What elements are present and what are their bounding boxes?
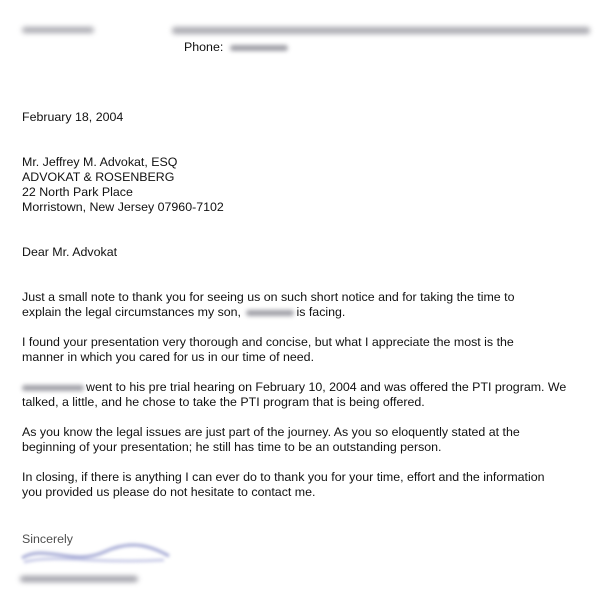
redacted-son-name (246, 310, 294, 316)
paragraph-3-line-2: talked, a little, and he chose to take the PTI program that is being offered. (22, 395, 425, 409)
redacted-signature (14, 540, 174, 570)
phone-label: Phone: (184, 40, 224, 54)
paragraph-1-line-1: Just a small note to thank you for seeing us on such short notice and for taking the time to (22, 290, 515, 304)
paragraph-5-line-2: you provided us please do not hesitate to contact me. (22, 485, 316, 499)
paragraph-1-line-2 (22, 305, 345, 320)
paragraph-4-line-1: As you know the legal issues are just part of the journey. As you so eloquently stated at the (22, 425, 520, 439)
redacted-sender-name (22, 27, 94, 33)
paragraph-2-line-2: manner in which you cared for us in our time of need. (22, 350, 315, 364)
paragraph-1-line-2-end: is facing. (296, 305, 346, 319)
paragraph-3-line-1 (22, 380, 566, 395)
redacted-son-name-2 (22, 385, 84, 391)
paragraph-4-line-2: beginning of your presentation; he still has time to be an outstanding person. (22, 440, 442, 454)
salutation: Dear Mr. Advokat (22, 245, 118, 259)
paragraph-5-line-1: In closing, if there is anything I can ever do to thank you for your time, effort and the information (22, 470, 545, 484)
letterhead-phone (184, 40, 288, 55)
redacted-phone-number (230, 45, 288, 51)
recipient-name: Mr. Jeffrey M. Advokat, ESQ (22, 155, 178, 169)
recipient-city: Morristown, New Jersey 07960-7102 (22, 200, 224, 214)
redacted-signer-name (20, 576, 138, 582)
paragraph-1-line-2-start: explain the legal circumstances my son, (22, 305, 242, 319)
redacted-sender-address (172, 27, 590, 34)
paragraph-3-line-1-text: went to his pre trial hearing on February 10, 2004 and was offered the PTI program. We (86, 380, 567, 394)
recipient-street: 22 North Park Place (22, 185, 133, 199)
letter-date: February 18, 2004 (22, 110, 124, 124)
paragraph-2-line-1: I found your presentation very thorough and concise, but what I appreciate the most is the (22, 335, 514, 349)
recipient-firm: ADVOKAT & ROSENBERG (22, 170, 175, 184)
closing: Sincerely (22, 532, 73, 546)
